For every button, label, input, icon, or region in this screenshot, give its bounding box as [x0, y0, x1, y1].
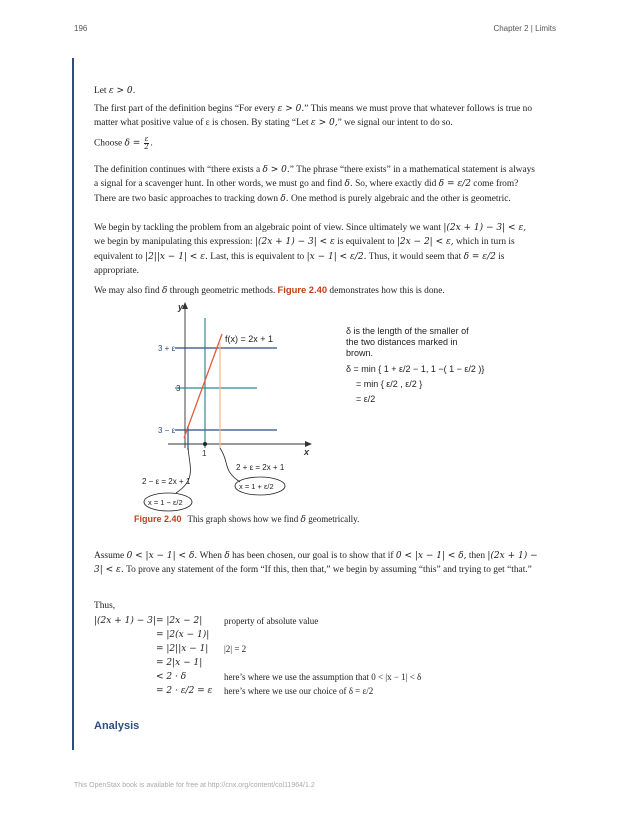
function-line [184, 334, 222, 438]
label-3-plus-eps: 3 + ε [158, 344, 176, 353]
derivation-row: < 2 · δ here’s where we use the assumption that 0 < |x − 1| < δ [156, 672, 422, 682]
paragraph-there-exists: The definition continues with “there exists a δ > 0.” The phrase “there exists” in a mathematical statement is always a signal for a scavenger hunt. In other words, we must go and find δ. So, where exactly did δ = ε/2 come from? There are two basic approaches to tracking down δ. One method is purely algebraic and the other is geometric. [94, 165, 535, 204]
function-label: f(x) = 2x + 1 [225, 334, 274, 344]
paragraph-definition-start: The first part of the definition begins “For every ε > 0.” This means we must prove that whatever follows is true no matter what positive value of ε is chosen. By stating “Let ε > 0,” we signal our intent to do so. [94, 104, 533, 129]
paragraph-geometric: We may also find δ through geometric methods. Figure 2.40 demonstrates how this is done. [94, 284, 445, 296]
left-solution: x = 1 − ε/2 [148, 498, 183, 507]
label-3: 3 [176, 384, 181, 393]
paragraph-algebraic: We begin by tackling the problem from an algebraic point of view. Since ultimately we want |(2x + 1) − 3| < ε, we begin by manipulating this expression: |(2x + 1) − 3| < ε is equivalent to |2x − 2| < ε, which in turn is equivalent to |2||x − 1| < ε. Last, this is equivalent to |x − 1| < ε/2. Thus, it would seem that δ = ε/2 is appropriate. [94, 223, 527, 277]
footer-note: This OpenStax book is available for free at http://cnx.org/content/col11964/1.2 [74, 782, 315, 789]
derivation-row: = 2 · ε/2 = ε here’s where we use our choice of δ = ε/2 [156, 686, 374, 696]
chapter-title: Chapter 2 | Limits [493, 24, 556, 33]
figure-2-40-graph [130, 298, 320, 518]
label-1: 1 [202, 449, 207, 458]
let-epsilon-line: Let ε > 0. [94, 86, 136, 96]
point-x-1 [203, 442, 207, 446]
label-3-minus-eps: 3 − ε [158, 426, 176, 435]
derivation-row: = |2(x − 1)| [156, 630, 210, 640]
right-solution: x = 1 + ε/2 [239, 482, 274, 491]
right-equation: 2 + ε = 2x + 1 [236, 463, 285, 472]
choose-delta-line: Choose δ = $\frac{\varepsilon}{2}$ . [94, 135, 153, 151]
x-axis-label: x [304, 447, 310, 457]
derivation-row: = |2||x − 1| |2| = 2 [156, 644, 247, 654]
figure-annotation: δ is the length of the smaller of the two distances marked in brown. δ = min { 1 + ε/2 − 1, 1 −( 1 − ε/2 )} = min { ε/2 , ε/2 } = ε/2 [346, 326, 485, 404]
left-equation: 2 − ε = 2x + 1 [142, 477, 191, 486]
example-sidebar-rule [72, 58, 74, 750]
paragraph-assume: Assume 0 < |x − 1| < δ. When δ has been chosen, our goal is to show that if 0 < |x − 1| < δ, then |(2x + 1) − 3| < ε. To prove any statement of the form “If this, then that,” we begin by assuming “this” and trying to get “that.” [94, 551, 538, 576]
figure-caption: Figure 2.40 This graph shows how we find δ geometrically. [134, 514, 360, 525]
derivation-row: |(2x + 1) − 3| = |2x − 2| property of absolute value [94, 616, 319, 626]
analysis-heading: Analysis [94, 720, 140, 732]
arrow-left [176, 448, 190, 493]
derivation-block [94, 614, 464, 698]
figure-link[interactable]: Figure 2.40 [277, 284, 328, 295]
y-axis-label: y [178, 302, 184, 312]
page-number: 196 [74, 24, 88, 33]
derivation-row: = 2|x − 1| [156, 658, 203, 668]
thus-line: Thus, [94, 601, 116, 611]
